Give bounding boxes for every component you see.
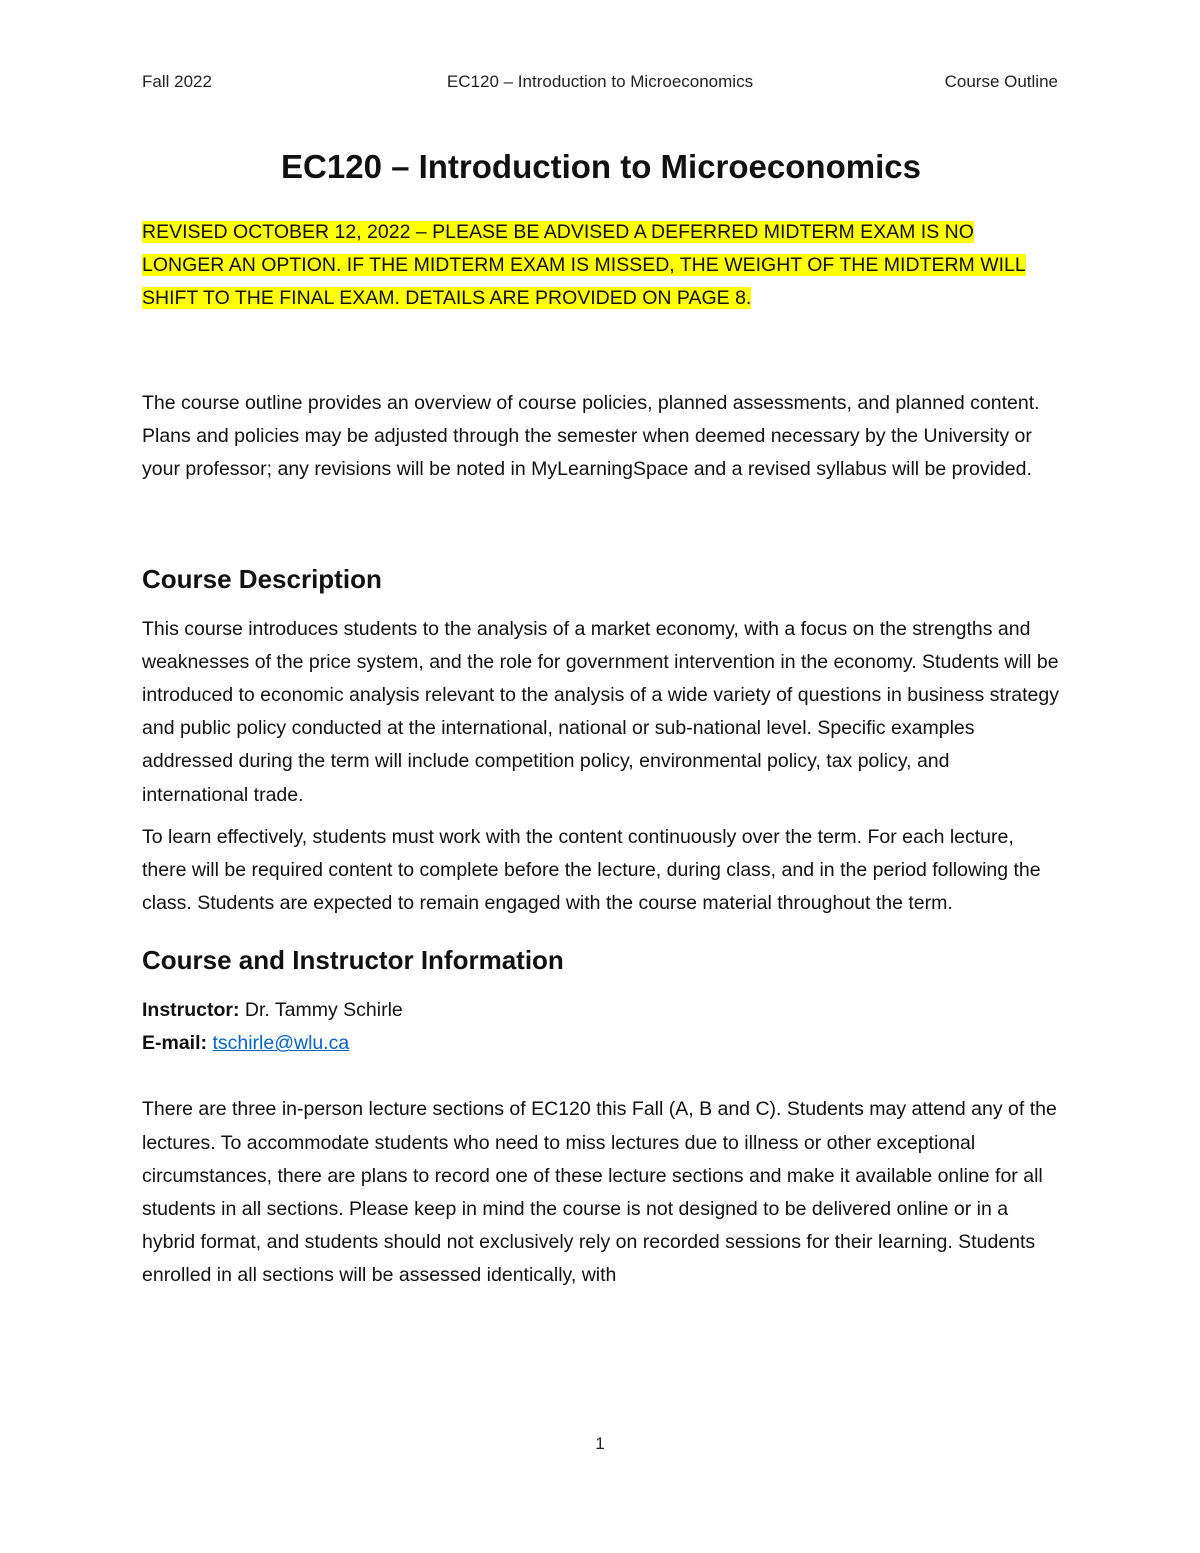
email-line (142, 1027, 1060, 1060)
page-title: EC120 – Introduction to Microeconomics (281, 148, 921, 185)
header-course-title: EC120 – Introduction to Microeconomics (446, 72, 754, 91)
page-number: 1 (595, 1434, 605, 1453)
running-header (142, 72, 1058, 96)
instructor-email-link[interactable]: tschirle@wlu.ca (212, 1032, 350, 1055)
instructor-name: Dr. Tammy Schirle (244, 999, 403, 1022)
page-content (142, 145, 1060, 1293)
course-description-heading: Course Description (142, 563, 382, 594)
email-label: E-mail: (142, 1032, 208, 1055)
header-term: Fall 2022 (142, 72, 212, 91)
instructor-line (142, 994, 1060, 1027)
header-doc-type: Course Outline (944, 72, 1058, 91)
revision-notice (142, 216, 1060, 315)
lecture-sections-paragraph: There are three in-person lecture sections of EC120 this Fall (A, B and C). Students may attend any of the lectures. To accommodate students who need to miss lectures due to illness or other exceptional circumstances, there are plans to record one of these lecture sections and make it available online for all students in all sections. Please keep in mind the course is not designed to be delivered online or in a hybrid format, and students should not exclusively rely on recorded sessions for their learning. Students enrolled in all sections will be assessed identically, with (142, 1098, 1057, 1287)
intro-paragraph: The course outline provides an overview of course policies, planned assessments, and planned content. Plans and policies may be adjusted through the semester when deemed necessary by the University or your professor; any revisions will be noted in MyLearningSpace and a revised syllabus will be provided. (142, 392, 1040, 481)
revision-notice-text: REVISED OCTOBER 12, 2022 – PLEASE BE ADVISED A DEFERRED MIDTERM EXAM IS NO LONGER AN OPTION. IF THE MIDTERM EXAM IS MISSED, THE WEIGHT OF THE MIDTERM WILL SHIFT TO THE FINAL EXAM. DETAILS ARE PROVIDED ON PAGE 8. (142, 221, 1026, 309)
course-description-paragraph: This course introduces students to the analysis of a market economy, with a focus on the strengths and weaknesses of the price system, and the role for government intervention in the economy. Students will be introduced to economic analysis relevant to the analysis of a wide variety of questions in business strategy and public policy conducted at the international, national or sub-national level. Specific examples addressed during the term will include competition policy, environmental policy, tax policy, and international trade. (142, 617, 1059, 806)
course-info-heading: Course and Instructor Information (142, 945, 564, 976)
instructor-contact (142, 994, 1060, 1060)
learning-expectations-paragraph: To learn effectively, students must work with the content continuously over the term. For each lecture, there will be required content to complete before the lecture, during class, and in the period following the class. Students are expected to remain engaged with the course material throughout the term. (142, 825, 1041, 915)
instructor-label: Instructor: (142, 999, 240, 1022)
